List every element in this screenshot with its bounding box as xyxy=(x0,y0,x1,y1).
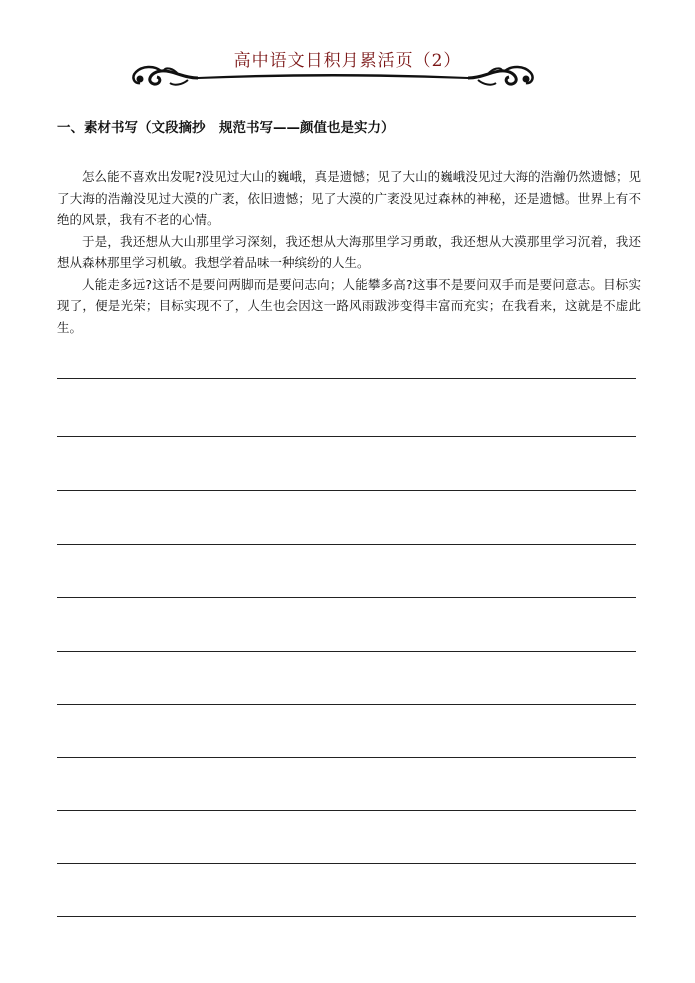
writing-line xyxy=(57,544,636,545)
writing-line xyxy=(57,378,636,379)
writing-line xyxy=(57,810,636,811)
writing-line xyxy=(57,436,636,437)
writing-line xyxy=(57,757,636,758)
passage-paragraph: 人能走多远?这话不是要问两脚而是要问志向；人能攀多高?这事不是要问双手而是要问意志。目标实现了，便是光荣；目标实现不了，人生也会因这一路风雨跋涉变得丰富而充实；在我看来，这就是不虚此生。 xyxy=(57,276,641,335)
writing-line xyxy=(57,916,636,917)
page-title: 高中语文日积月累活页（2） xyxy=(233,51,462,71)
passage-paragraph: 于是，我还想从大山那里学习深刻，我还想从大海那里学习勇敢，我还想从大漠那里学习沉着，我还想从森林那里学习机敏。我想学着品味一种缤纷的人生。 xyxy=(57,233,641,270)
writing-line xyxy=(57,651,636,652)
writing-line xyxy=(57,704,636,705)
writing-line xyxy=(57,863,636,864)
writing-line xyxy=(57,597,636,598)
writing-line xyxy=(57,490,636,491)
writing-area xyxy=(57,0,636,983)
passage-paragraph: 怎么能不喜欢出发呢?没见过大山的巍峨，真是遗憾；见了大山的巍峨没见过大海的浩瀚仍然遗憾；见了大海的浩瀚没见过大漠的广袤，依旧遗憾；见了大漠的广袤没见过森林的神秘，还是遗憾。世界上有不绝的风景，我有不老的心情。 xyxy=(57,169,641,227)
section-heading: 一、素材书写（文段摘抄 规范书写——颜值也是实力） xyxy=(57,120,395,136)
